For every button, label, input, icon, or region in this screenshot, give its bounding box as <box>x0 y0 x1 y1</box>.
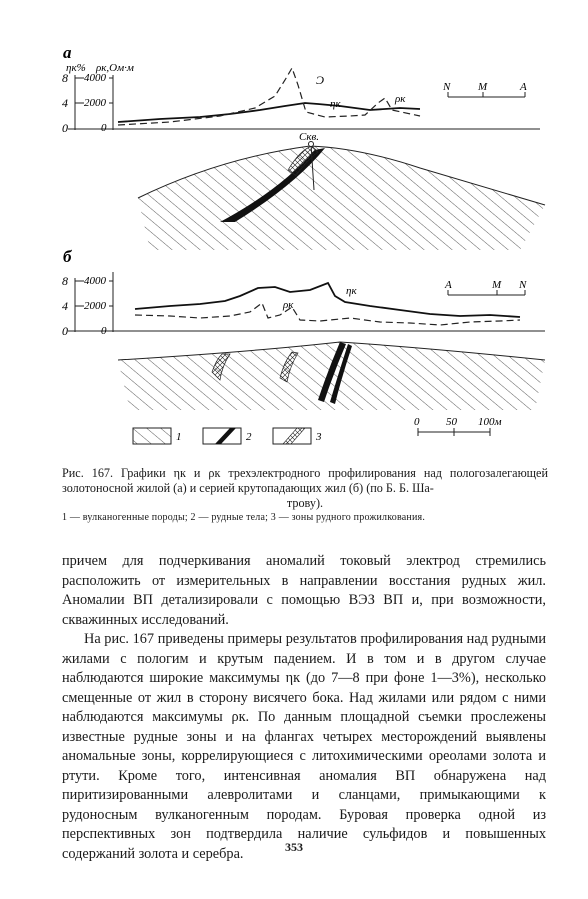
page-number: 353 <box>285 840 303 854</box>
panel-a-eta-axis-label: ηк% <box>66 62 86 74</box>
panel-a-letter: а <box>63 43 72 62</box>
panel-b-scale-bar <box>418 428 490 436</box>
legend-box-1 <box>133 428 171 444</box>
panel-b-letter: б <box>63 247 72 266</box>
panel-b-left-tick: 0 <box>62 324 68 338</box>
paragraph: причем для подчеркивания аномалий токовый электрод стремились расположить от измерительных в направлении восстания рудных жил. Аномалии ВП детализировали с помощью ВЭЗ ВП и, при возможности, скважинных исследований. <box>62 553 546 628</box>
panel-b-right-tick: 4000 <box>84 275 106 287</box>
legend-number: 2 <box>246 431 252 443</box>
panel-b-left-tick: 4 <box>62 299 68 313</box>
panel-a-electrode-n: N <box>443 81 451 93</box>
panel-b-electrode-m: M <box>492 279 502 291</box>
legend-number: 1 <box>176 431 182 443</box>
panel-a-well-label: Скв. <box>299 131 320 143</box>
panel-b-axes <box>68 272 545 332</box>
panel-a-eta-curve <box>118 68 420 125</box>
paragraph: На рис. 167 приведены примеры результатов профилирования над рудными жилами с пологим и крутым падением. И в том и в другом случае наблюдаются широкие максимумы ηк (до 7—8 при фоне 1—3%), несколько смещенные от жил в сторону висячего бока. Над жилами или рядом с ними наблюдаются максимумы ρк. По данным площадной съемки прослежены известные рудные зоны и на флангах четырех месторождений выявлены аномальные зоны, коррелирующиеся с литохимическими ореолами золота и ртути. Кроме того, интенсивная аномалия ВП обнаружена над пиритизированными алевролитами и сланцами, примыкающими к рудоносным вулканогенным породам. Буровая проверка одной из перспективных зон подтвердила наличие сульфидов и повышенных содержаний золота и серебра. <box>62 631 546 862</box>
panel-a-curve-mark: Ɔ <box>316 73 325 87</box>
panel-a-rock-section <box>138 146 545 250</box>
panel-a-left-tick: 4 <box>62 96 68 110</box>
panel-b-rho-label: ρк <box>283 299 294 311</box>
caption-tail: трову). <box>286 496 324 510</box>
caption-legend: 1 — вулканогенные породы; 2 — рудные тела; 3 — зоны рудного прожилкования. <box>62 512 426 523</box>
panel-b-eta-label: ηк <box>346 285 357 297</box>
panel-a-left-tick: 8 <box>62 71 68 85</box>
figure-caption <box>62 466 548 511</box>
body-text <box>62 552 546 864</box>
caption-main: Рис. 167. Графики ηк и ρк трехэлектродного профилирования над пологозалегающей золотоносной жилой (а) и серией крутопадающих жил (б) (по Б. Б. Ша- <box>62 466 548 495</box>
scale-label: 50 <box>446 416 457 428</box>
panel-b-electrode-a: A <box>445 279 452 291</box>
panel-a-right-tick: 4000 <box>84 72 106 84</box>
panel-a-eta-label: ηк <box>330 98 341 110</box>
scale-label: 100м <box>478 416 502 428</box>
panel-a-electrode-m: M <box>478 81 488 93</box>
panel-a-rho-label: ρк <box>395 93 406 105</box>
panel-b-right-tick: 0 <box>101 325 107 337</box>
panel-a-right-tick: 2000 <box>84 97 106 109</box>
panel-a-right-tick: 0 <box>101 122 107 134</box>
panel-a-electrode-a: A <box>520 81 527 93</box>
legend-number: 3 <box>316 431 322 443</box>
panel-b-rho-curve <box>135 303 520 325</box>
panel-b-left-tick: 8 <box>62 274 68 288</box>
panel-b-electrode-n: N <box>519 279 527 291</box>
scale-label: 0 <box>414 416 420 428</box>
panel-b-right-tick: 2000 <box>84 300 106 312</box>
panel-a-left-tick: 0 <box>62 121 68 135</box>
panel-b-electrode-bar <box>448 290 525 295</box>
panel-a-rho-axis-label: ρк,Ом·м <box>96 62 134 74</box>
panel-b-eta-curve <box>135 283 520 317</box>
